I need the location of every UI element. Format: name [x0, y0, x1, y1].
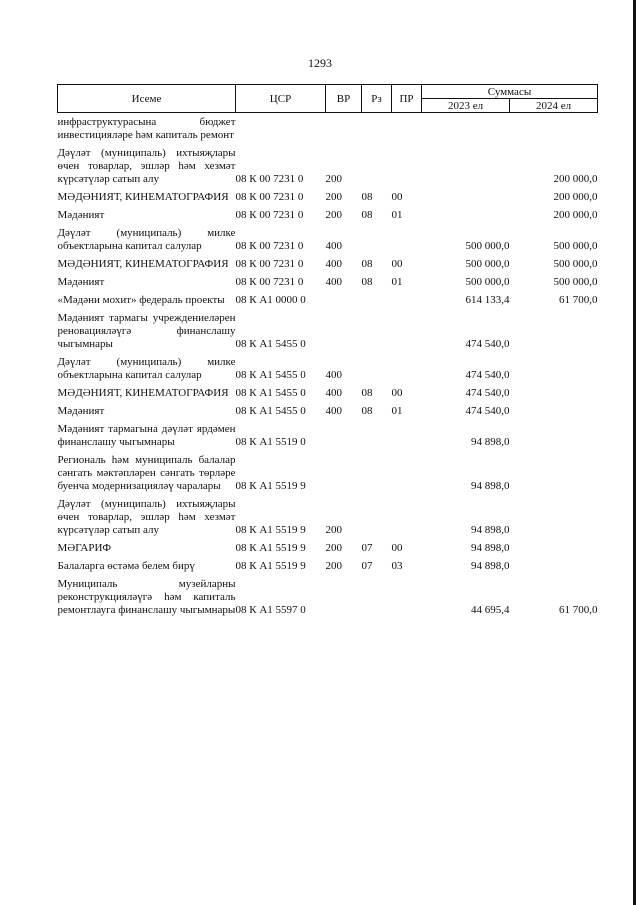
table-row: [58, 495, 598, 539]
cell-vr: [326, 575, 362, 619]
cell-pr: [392, 420, 422, 451]
cell-s24: 200 000,0: [553, 173, 598, 185]
cell-s23: 94 898,0: [471, 480, 510, 492]
cell-s23: 94 898,0: [471, 436, 510, 448]
cell-name: МӘГАРИФ: [57, 542, 112, 554]
cell-pr: 01: [391, 209, 403, 221]
table-row: [58, 309, 598, 353]
page-edge-line: [633, 0, 636, 905]
cell-csr: 08 К А1 5519 9: [235, 542, 306, 554]
cell-name: Мәдәният: [57, 405, 105, 417]
cell-s23: 500 000,0: [465, 276, 510, 288]
cell-rz: 08: [361, 387, 373, 399]
cell-pr: [392, 451, 422, 495]
cell-pr: [392, 353, 422, 384]
cell-csr: 08 К А1 5519 9: [235, 560, 306, 572]
cell-pr: 01: [391, 405, 403, 417]
cell-s24: [510, 539, 598, 557]
cell-name: МӘДӘНИЯТ, КИНЕМАТОГРАФИЯ: [57, 258, 229, 270]
cell-rz: [362, 113, 392, 145]
cell-vr: 400: [325, 369, 342, 381]
cell-rz: 07: [361, 560, 373, 572]
cell-pr: 00: [391, 191, 403, 203]
cell-s24: [510, 353, 598, 384]
cell-s24: 500 000,0: [553, 240, 598, 252]
cell-s23: 44 695,4: [471, 604, 510, 616]
cell-s23: [422, 144, 510, 188]
cell-pr: 00: [391, 258, 403, 270]
table-row: [58, 273, 598, 291]
cell-csr: 08 К А1 5455 0: [235, 369, 306, 381]
header-name: Исеме: [58, 85, 236, 113]
cell-rz: [362, 309, 392, 353]
cell-vr: 200: [325, 560, 342, 572]
cell-csr: 08 К А1 5455 0: [235, 387, 306, 399]
cell-pr: [392, 224, 422, 255]
header-year-2023: 2023 ел: [422, 99, 510, 113]
cell-name: Дәүләт (муниципаль) ихтыяҗлары өчен товарлар, эшләр һәм хезмәт күрсәтүләр сатып алу: [57, 147, 236, 185]
cell-s24: [510, 309, 598, 353]
cell-name: МӘДӘНИЯТ, КИНЕМАТОГРАФИЯ: [57, 191, 229, 203]
cell-rz: [362, 353, 392, 384]
cell-name: Дәүләт (муниципаль) милке объектларына капитал салулар: [57, 356, 236, 381]
cell-name: Дәүләт (муниципаль) ихтыяҗлары өчен товарлар, эшләр һәм хезмәт күрсәтүләр сатып алу: [57, 498, 236, 536]
table-row: [58, 291, 598, 309]
cell-pr: 00: [391, 387, 403, 399]
cell-vr: [326, 451, 362, 495]
cell-s24: 200 000,0: [553, 209, 598, 221]
cell-pr: [392, 575, 422, 619]
cell-name: «Мәдәни мохит» федераль проекты: [57, 294, 225, 306]
table-row: [58, 353, 598, 384]
cell-csr: [236, 113, 326, 145]
cell-csr: 08 К А1 5597 0: [235, 604, 306, 616]
table-row: [58, 224, 598, 255]
header-csr: ЦСР: [236, 85, 326, 113]
cell-rz: [362, 144, 392, 188]
table-row: [58, 420, 598, 451]
cell-vr: [326, 291, 362, 309]
header-rz: Рз: [362, 85, 392, 113]
table-body: [58, 113, 598, 620]
cell-pr: [392, 113, 422, 145]
cell-vr: 200: [325, 542, 342, 554]
cell-rz: [362, 575, 392, 619]
cell-s23: 474 540,0: [465, 369, 510, 381]
cell-vr: 400: [325, 276, 342, 288]
budget-table: [57, 84, 598, 619]
table-row: [58, 113, 598, 145]
table-row: [58, 402, 598, 420]
cell-rz: 08: [361, 258, 373, 270]
cell-s23: 474 540,0: [465, 338, 510, 350]
cell-s24: 61 700,0: [559, 294, 598, 306]
cell-name: Мәдәният: [57, 276, 105, 288]
table-row: [58, 384, 598, 402]
cell-pr: [392, 495, 422, 539]
cell-csr: 08 К А1 5519 9: [235, 524, 306, 536]
table-row: [58, 144, 598, 188]
cell-csr: 08 К А1 5519 9: [235, 480, 306, 492]
cell-s24: [510, 495, 598, 539]
cell-s24: 61 700,0: [559, 604, 598, 616]
cell-s24: [510, 402, 598, 420]
header-sum: Суммасы: [422, 85, 598, 99]
cell-name: Балаларга өстәмә белем бирү: [57, 560, 195, 572]
cell-pr: [392, 291, 422, 309]
cell-name: Дәүләт (муниципаль) милке объектларына капитал салулар: [57, 227, 236, 252]
cell-vr: [326, 420, 362, 451]
page-number: 1293: [308, 56, 332, 70]
table-row: [58, 206, 598, 224]
cell-s24: 200 000,0: [553, 191, 598, 203]
cell-csr: 08 К А1 0000 0: [235, 294, 306, 306]
cell-rz: [362, 291, 392, 309]
table-row: [58, 451, 598, 495]
cell-vr: 400: [325, 240, 342, 252]
cell-s23: 94 898,0: [471, 560, 510, 572]
cell-s24: [510, 384, 598, 402]
cell-name: Мәдәният: [57, 209, 105, 221]
cell-s23: 500 000,0: [465, 258, 510, 270]
cell-rz: 08: [361, 405, 373, 417]
cell-rz: 07: [361, 542, 373, 554]
cell-name: Мәдәният тармагы учреждениеләрен реновацияләүгә финанслашу чыгымнары: [57, 312, 236, 350]
cell-vr: [326, 309, 362, 353]
cell-csr: 08 К 00 7231 0: [235, 258, 304, 270]
cell-csr: 08 К 00 7231 0: [235, 191, 304, 203]
cell-rz: [362, 495, 392, 539]
cell-pr: 01: [391, 276, 403, 288]
table-header: [58, 85, 598, 113]
cell-csr: 08 К А1 5519 0: [235, 436, 306, 448]
cell-s23: 474 540,0: [465, 387, 510, 399]
table-row: [58, 575, 598, 619]
cell-s23: 94 898,0: [471, 542, 510, 554]
cell-s23: 474 540,0: [465, 405, 510, 417]
cell-name: Региональ һәм муниципаль балалар сәнгать мәктәпләрен сәнгать төрләре буенча модернизацияләү чаралары: [57, 454, 236, 492]
cell-name: МӘДӘНИЯТ, КИНЕМАТОГРАФИЯ: [57, 387, 229, 399]
cell-csr: 08 К 00 7231 0: [235, 276, 304, 288]
cell-vr: [326, 113, 362, 145]
cell-pr: 03: [391, 560, 403, 572]
cell-s24: [510, 451, 598, 495]
header-year-2024: 2024 ел: [510, 99, 598, 113]
header-vr: ВР: [326, 85, 362, 113]
cell-pr: 00: [391, 542, 403, 554]
cell-csr: 08 К А1 5455 0: [235, 405, 306, 417]
cell-name: инфраструктурасына бюджет инвестицияләре һәм капиталь ремонт: [57, 116, 236, 141]
cell-pr: [392, 144, 422, 188]
cell-vr: 200: [325, 173, 342, 185]
cell-vr: 200: [325, 209, 342, 221]
cell-vr: 400: [325, 258, 342, 270]
cell-rz: 08: [361, 276, 373, 288]
cell-name: Мәдәният тармагына дәүләт ярдәмен финанслашу чыгымнары: [57, 423, 236, 448]
cell-rz: [362, 451, 392, 495]
cell-vr: 200: [325, 191, 342, 203]
cell-csr: 08 К 00 7231 0: [235, 240, 304, 252]
cell-s23: 614 133,4: [465, 294, 510, 306]
cell-pr: [392, 309, 422, 353]
cell-vr: 200: [325, 524, 342, 536]
header-pr: ПР: [392, 85, 422, 113]
cell-s24: 500 000,0: [553, 276, 598, 288]
table-row: [58, 188, 598, 206]
cell-name: Муниципаль музейларны реконструкцияләүгә һәм капиталь ремонтлауга финанслашу чыгымнары: [57, 578, 236, 616]
cell-s23: 500 000,0: [465, 240, 510, 252]
table-row: [58, 557, 598, 575]
cell-s24: [510, 557, 598, 575]
cell-s23: [422, 188, 510, 206]
cell-csr: 08 К 00 7231 0: [235, 209, 304, 221]
cell-s23: 94 898,0: [471, 524, 510, 536]
table-row: [58, 255, 598, 273]
cell-s23: [422, 206, 510, 224]
cell-vr: 400: [325, 405, 342, 417]
cell-rz: 08: [361, 191, 373, 203]
table-row: [58, 539, 598, 557]
cell-csr: 08 К А1 5455 0: [235, 338, 306, 350]
cell-vr: 400: [325, 387, 342, 399]
cell-s24: [510, 420, 598, 451]
cell-s23: [422, 113, 510, 145]
cell-rz: 08: [361, 209, 373, 221]
cell-csr: 08 К 00 7231 0: [235, 173, 304, 185]
cell-rz: [362, 224, 392, 255]
cell-s24: 500 000,0: [553, 258, 598, 270]
cell-s24: [510, 113, 598, 145]
cell-rz: [362, 420, 392, 451]
